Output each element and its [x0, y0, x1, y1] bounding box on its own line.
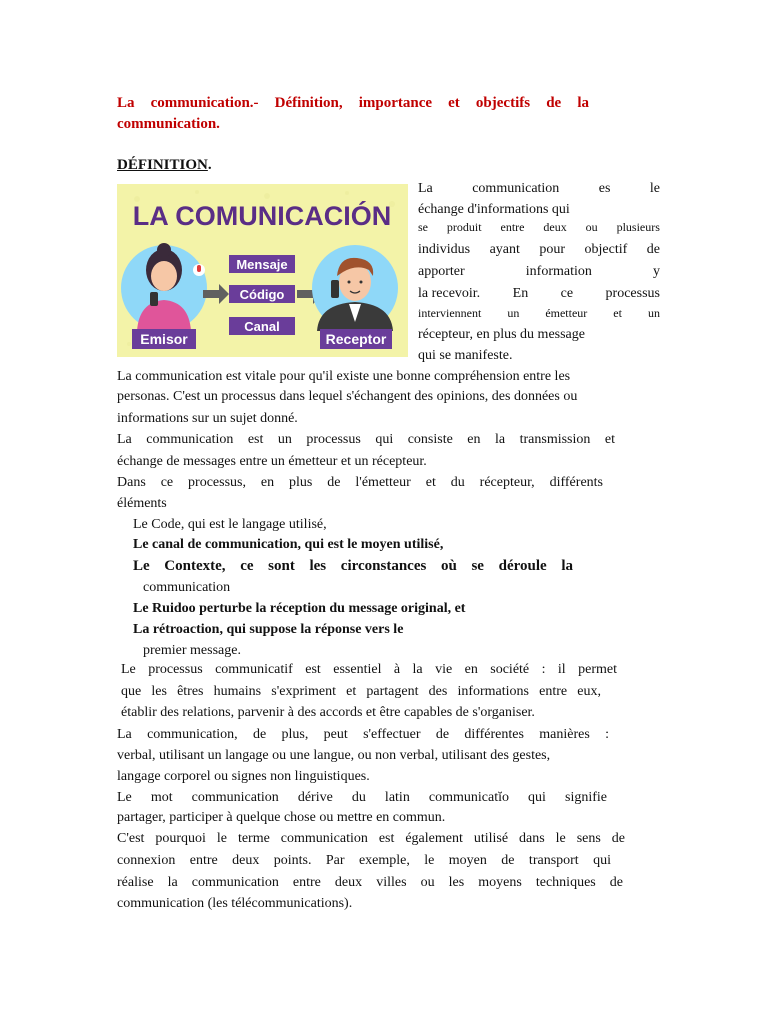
paragraph-line — [117, 432, 615, 448]
side-word: deux — [543, 220, 567, 234]
paragraph-text: personas. C'est un processus dans lequel s'échangent des opinions, des données ou — [117, 389, 578, 404]
side-line — [418, 327, 660, 343]
section-heading — [117, 157, 212, 174]
paragraph-text: La communication est vitale pour qu'il existe une bonne compréhension entre les — [117, 369, 571, 384]
list-item-text: Le canal de communication, qui est le moyen utilisé, — [133, 537, 444, 552]
paragraph-line — [117, 369, 623, 385]
paragraph-text: La communication est un processus qui consiste en la transmission et — [117, 432, 615, 447]
figure-title: LA COMUNICACIÓN — [132, 201, 392, 231]
paragraph-text: verbal, utilisant un langage ou une langue, ou non verbal, utilisant des gestes, — [117, 748, 551, 763]
paragraph-text: informations sur un sujet donné. — [117, 411, 298, 426]
side-word: plusieurs — [616, 220, 660, 234]
list-item-text: Le Contexte, ce sont les circonstances où se déroule la — [133, 558, 573, 574]
paragraph-line — [117, 853, 611, 869]
paragraph-line — [117, 769, 623, 785]
list-item-text: Le Code, qui est le langage utilisé, — [133, 517, 327, 532]
side-line — [418, 286, 660, 302]
side-word: communication — [472, 181, 560, 196]
list-item — [121, 601, 465, 617]
paragraph-line — [117, 875, 623, 891]
list-item-text: communication — [143, 580, 231, 595]
side-word: objectif — [584, 242, 628, 257]
paragraph-line — [117, 411, 623, 427]
paragraph-line — [117, 810, 623, 826]
paragraph-line — [117, 389, 623, 405]
paragraph-text: C'est pourquoi le terme communication est également utilisé dans le sens de — [117, 831, 625, 846]
paragraph-text: que les êtres humains s'expriment et partagent des informations entre eux, — [121, 684, 601, 699]
list-item — [143, 580, 230, 596]
side-word: es — [598, 181, 611, 196]
list-item — [143, 643, 241, 659]
paragraph-text: langage corporel ou signes non linguistiques. — [117, 769, 370, 784]
label-mensaje: Mensaje — [236, 257, 288, 272]
side-line — [418, 202, 660, 218]
paragraph-line — [117, 831, 625, 847]
side-word: processus — [605, 286, 660, 301]
side-word: ou — [585, 220, 598, 234]
paragraph-text: partager, participer à quelque chose ou mettre en commun. — [117, 810, 446, 825]
side-word: ayant — [489, 242, 520, 257]
side-word: émetteur — [545, 306, 588, 320]
receiver-label: Receptor — [325, 331, 387, 347]
side-line — [418, 242, 660, 258]
side-line — [418, 181, 660, 197]
paragraph-line — [121, 662, 617, 678]
list-item — [121, 537, 443, 553]
communication-illustration — [117, 184, 408, 357]
side-word: récepteur, en plus du message — [418, 327, 585, 342]
paragraph-line — [117, 727, 609, 743]
side-word: apporter — [418, 264, 465, 279]
paragraph-text: Le mot communication dérive du latin communicatĭo qui signifie — [117, 790, 607, 805]
list-item-text: Le Ruidoo perturbe la réception du message original, et — [133, 601, 466, 616]
paragraph-text: éléments — [117, 496, 167, 511]
paragraph-line — [121, 705, 627, 721]
side-line — [418, 348, 660, 364]
side-word: information — [525, 264, 592, 279]
side-word: et — [613, 306, 622, 320]
side-word: un — [507, 306, 520, 320]
label-canal: Canal — [244, 319, 280, 334]
paragraph-text: réalise la communication entre deux villes ou les moyens techniques de — [117, 875, 623, 890]
paragraph-line — [121, 684, 601, 700]
paragraph-text: Le processus communicatif est essentiel à la vie en société : il permet — [121, 662, 617, 677]
side-word: la recevoir. — [418, 286, 481, 301]
side-word: En — [512, 286, 529, 301]
side-word: se — [418, 220, 428, 234]
paragraph-line — [117, 790, 607, 806]
section-heading-text: DÉFINITION — [117, 157, 208, 173]
side-word: qui se manifeste. — [418, 348, 513, 363]
paragraph-line — [117, 496, 623, 512]
list-item — [121, 517, 327, 533]
section-heading-suffix: . — [207, 157, 212, 173]
side-word: ce — [560, 286, 574, 301]
side-word: y — [652, 264, 660, 279]
sender-label: Emisor — [140, 331, 188, 347]
paragraph-text: établir des relations, parvenir à des accords et être capables de s'organiser. — [121, 705, 535, 720]
paragraph-text: La communication, de plus, peut s'effectuer de différentes manières : — [117, 727, 609, 742]
paragraph-line — [117, 475, 603, 491]
side-word: le — [649, 181, 660, 196]
document-title: La communication.- Définition, importance et objectifs de la communication. — [117, 95, 589, 132]
side-line — [418, 220, 660, 235]
list-item-text: La rétroaction, qui suppose la réponse vers le — [133, 622, 404, 637]
paragraph-text: Dans ce processus, en plus de l'émetteur et du récepteur, différents — [117, 475, 603, 490]
label-codigo: Código — [239, 287, 285, 302]
side-line — [418, 306, 660, 321]
side-word: interviennent — [418, 306, 482, 320]
paragraph-line — [117, 454, 623, 470]
side-word: La — [418, 181, 433, 196]
paragraph-text: connexion entre deux points. Par exemple, le moyen de transport qui — [117, 853, 611, 868]
list-item — [121, 558, 573, 575]
list-item-text: premier message. — [143, 643, 241, 658]
side-word: entre — [500, 220, 525, 234]
paragraph-text: échange de messages entre un émetteur et un récepteur. — [117, 454, 427, 469]
paragraph-text: communication (les télécommunications). — [117, 896, 353, 911]
side-word: un — [647, 306, 660, 320]
side-word: de — [646, 242, 660, 257]
side-word: produit — [446, 220, 482, 234]
list-item — [121, 622, 403, 638]
paragraph-line — [117, 748, 623, 764]
paragraph-line — [117, 896, 623, 912]
side-word: échange d'informations qui — [418, 202, 570, 217]
side-line — [418, 264, 660, 280]
side-word: individus — [418, 242, 471, 257]
side-word: pour — [539, 242, 566, 257]
